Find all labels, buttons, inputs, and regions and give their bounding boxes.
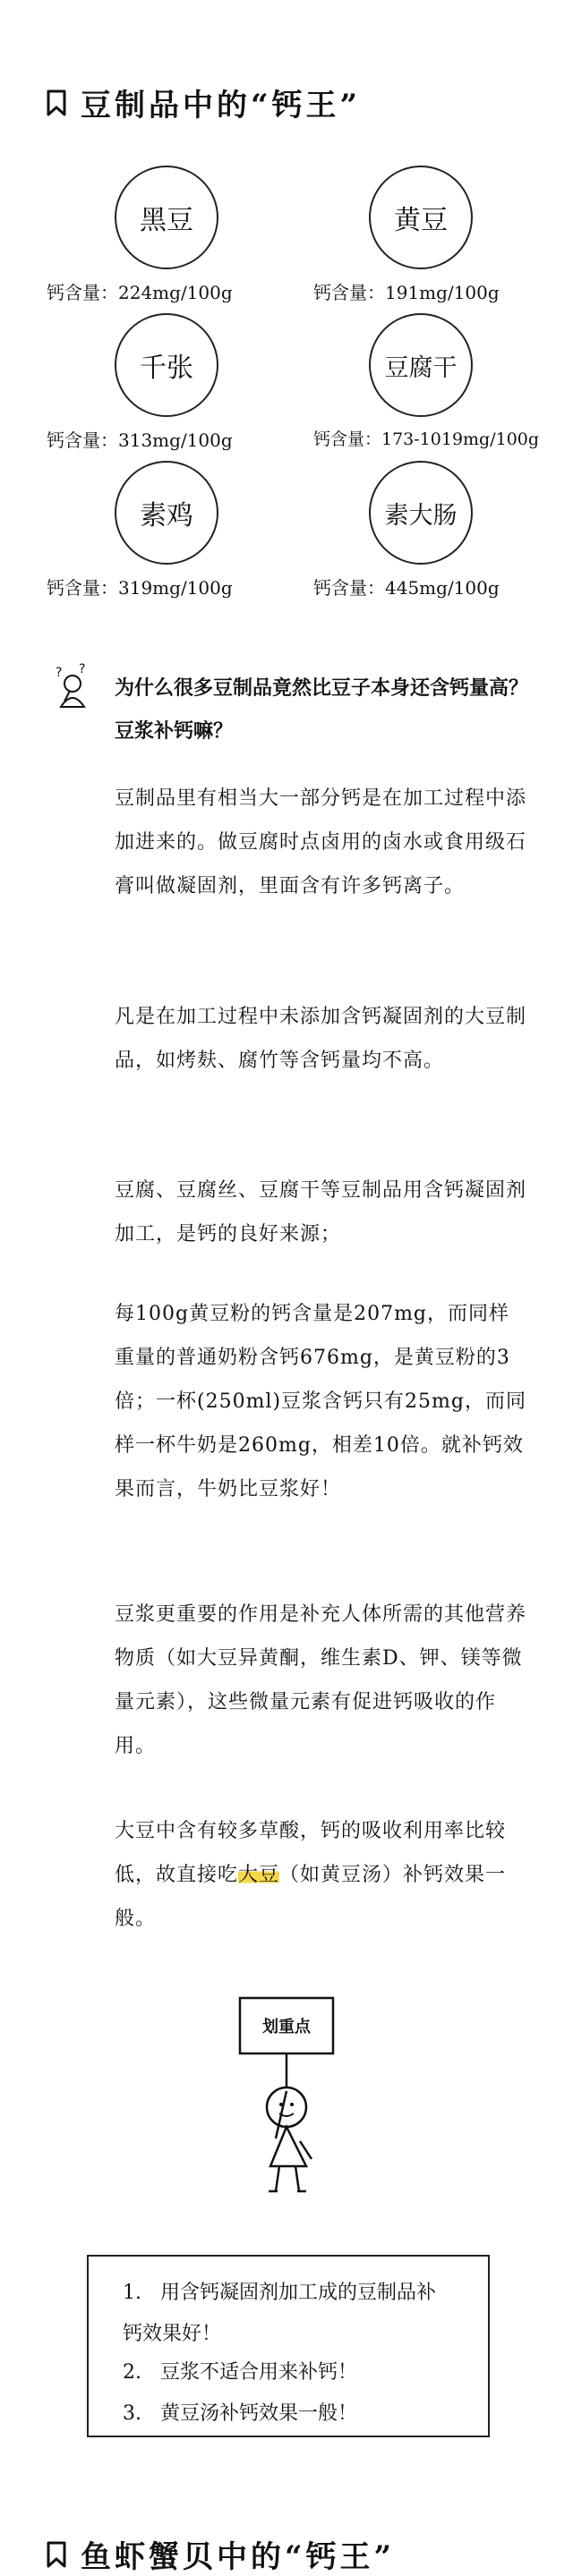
summary-number: 2. [123, 2361, 141, 2384]
paragraph: 每100g黄豆粉的钙含量是207mg，而同样重量的普通奶粉含钙676mg，是黄豆粉的3倍；一杯(250ml)豆浆含钙只有25mg，而同样一杯牛奶是260mg，相差10倍。就补钙效果而言，牛奶比豆浆好！ [115, 1303, 526, 1501]
summary-item [123, 2398, 357, 2426]
paragraph-text: 大豆中含有较多草酸，钙的吸收利用率比较低，故直接吃 [115, 1820, 507, 1886]
section-title [47, 2532, 395, 2576]
svg-text:?: ? [79, 662, 86, 676]
food-name: 千张 [115, 313, 218, 417]
food-item [47, 313, 315, 456]
section-title-text: 鱼虾蟹贝中的“钙王” [81, 2539, 396, 2575]
calcium-content: 钙含量：445mg/100g [313, 577, 500, 599]
highlighted-text: 大豆 [238, 1864, 280, 1886]
section-title [47, 81, 361, 124]
food-name: 黄豆 [369, 166, 473, 269]
calcium-content: 钙含量：191mg/100g [313, 282, 500, 303]
food-item [47, 461, 315, 604]
paragraph: 豆制品里有相当大一部分钙是在加工过程中添加进来的。做豆腐时点卤用的卤水或食用级石膏叫做凝固剂，里面含有许多钙离子。 [115, 787, 527, 897]
calcium-content: 钙含量：313mg/100g [47, 429, 233, 451]
paragraph: 凡是在加工过程中未添加含钙凝固剂的大豆制品，如烤麸、腐竹等含钙量均不高。 [115, 1006, 527, 1072]
food-name: 黑豆 [115, 166, 218, 269]
food-name: 豆腐干 [369, 313, 473, 417]
bookmark-icon [47, 2541, 66, 2568]
summary-box [87, 2255, 490, 2437]
paragraph [115, 1809, 526, 1941]
calcium-content: 钙含量：173-1019mg/100g [313, 429, 540, 449]
sign-holder-illustration [224, 1991, 367, 2197]
food-item [47, 166, 315, 309]
summary-text: 用含钙凝固剂加工成的豆制品补钙效果好！ [123, 2282, 437, 2345]
svg-text:?: ? [56, 666, 63, 680]
bookmark-icon [47, 89, 66, 116]
paragraph: 豆浆更重要的作用是补充人体所需的其他营养物质（如大豆异黄酮，维生素D、钾、镁等微量元素），这些微量元素有促进钙吸收的作用。 [115, 1603, 527, 1757]
calcium-content: 钙含量：319mg/100g [47, 577, 233, 599]
summary-item [123, 2357, 357, 2385]
food-name: 素大肠 [369, 461, 473, 565]
summary-text: 豆浆不适合用来补钙！ [160, 2361, 358, 2384]
food-item [313, 461, 573, 604]
summary-number: 3. [123, 2402, 141, 2425]
question-text: 为什么很多豆制品竟然比豆子本身还含钙量高？豆浆补钙嘛？ [115, 677, 529, 743]
section-title-text: 豆制品中的“钙王” [81, 88, 362, 123]
food-item [313, 166, 573, 309]
paragraph-text: （如黄豆汤）补钙效果一般。 [115, 1864, 507, 1930]
summary-item [123, 2273, 454, 2355]
summary-number: 1. [123, 2282, 141, 2304]
summary-text: 黄豆汤补钙效果一般！ [160, 2402, 358, 2425]
paragraph: 豆腐、豆腐丝、豆腐干等豆制品用含钙凝固剂加工，是钙的良好来源； [115, 1179, 527, 1245]
food-name: 素鸡 [115, 461, 218, 565]
sign-text: 划重点 [262, 2018, 311, 2036]
food-item [313, 313, 573, 456]
calcium-content: 钙含量：224mg/100g [47, 282, 233, 303]
thinking-person-icon [52, 662, 93, 716]
